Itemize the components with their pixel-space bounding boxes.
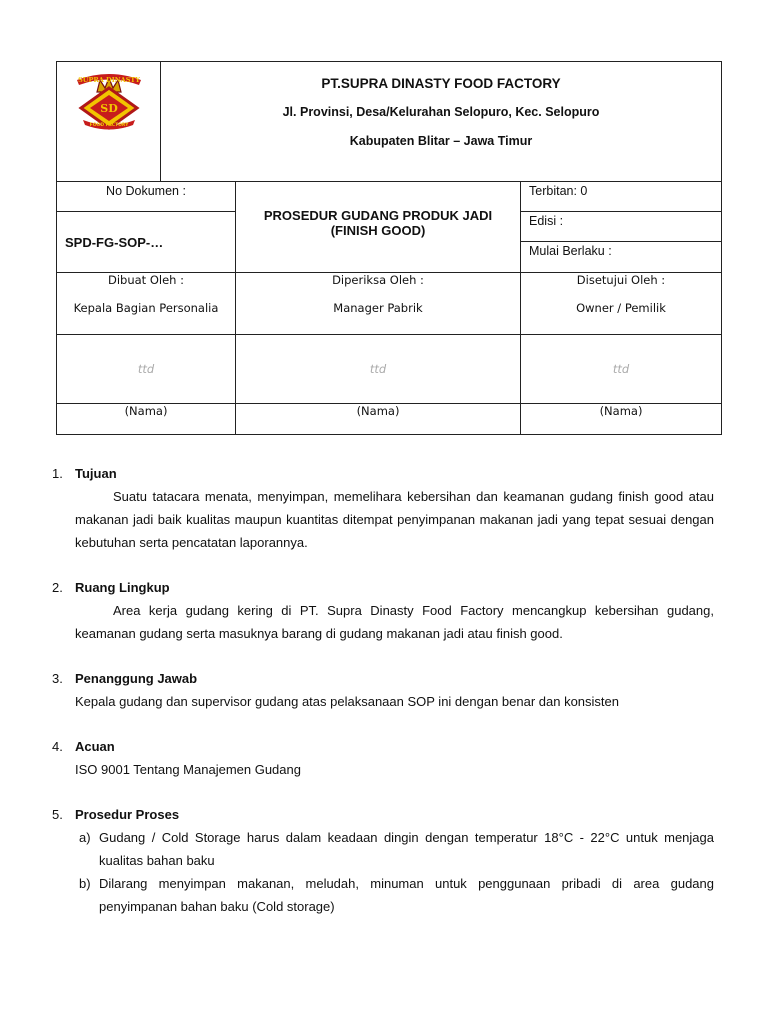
- doc-title-line1: PROSEDUR GUDANG PRODUK JADI: [263, 208, 493, 223]
- section-acuan: [52, 735, 714, 781]
- list-item-label: b): [79, 876, 91, 891]
- section-title: Acuan: [75, 739, 115, 754]
- section-prosedur-proses: [52, 803, 714, 918]
- signature-checked-by-cell: [236, 273, 521, 335]
- doc-title-line2: (FINISH GOOD): [330, 223, 426, 238]
- svg-text:SD: SD: [100, 102, 118, 115]
- signature-position: Owner / Pemilik: [576, 301, 666, 315]
- document-body: [52, 462, 714, 940]
- section-number: 4.: [52, 739, 63, 754]
- document-header-table: [56, 61, 722, 435]
- signature-name: (Nama): [521, 404, 722, 435]
- terbitan-cell: Terbitan: 0: [521, 182, 722, 212]
- company-name: PT.SUPRA DINASTY FOOD FACTORY: [321, 76, 561, 91]
- signature-ttd-placeholder: ttd: [521, 335, 722, 404]
- section-title: Tujuan: [75, 466, 117, 481]
- signature-position: Manager Pabrik: [333, 301, 423, 315]
- company-address-line1: Jl. Provinsi, Desa/Kelurahan Selopuro, Kec. Selopuro: [282, 105, 600, 119]
- list-item-text: Gudang / Cold Storage harus dalam keadaan dingin dengan temperatur 18°C - 22°C untuk menjaga kualitas bahan baku: [99, 830, 714, 868]
- company-address-line2: Kabupaten Blitar – Jawa Timur: [349, 134, 533, 148]
- signature-made-by-cell: [57, 273, 236, 335]
- company-info-cell: [161, 62, 722, 182]
- section-text: Kepala gudang dan supervisor gudang atas pelaksanaan SOP ini dengan benar dan konsisten: [75, 694, 620, 709]
- section-title: Penanggung Jawab: [75, 671, 198, 686]
- section-number: 2.: [52, 580, 63, 595]
- section-text: Suatu tatacara menata, menyimpan, memelihara kebersihan dan keamanan gudang finish good atau makanan jadi baik kualitas maupun kuantitas ditempat penyimpanan makanan jadi yang tepat sesuai dengan kebutuhan serta pencatatan laporannya.: [75, 489, 714, 550]
- section-title: Prosedur Proses: [75, 807, 180, 822]
- doc-number-label: No Dokumen :: [57, 182, 236, 212]
- signature-ttd-placeholder: ttd: [57, 335, 236, 404]
- list-item: [79, 872, 714, 918]
- signature-role: Dibuat Oleh :: [108, 273, 184, 287]
- section-title: Ruang Lingkup: [75, 580, 170, 595]
- section-number: 5.: [52, 807, 63, 822]
- section-ruang-lingkup: [52, 576, 714, 645]
- signature-position: Kepala Bagian Personalia: [73, 301, 219, 315]
- doc-title-cell: [236, 182, 521, 273]
- list-item-text: Dilarang menyimpan makanan, meludah, minuman untuk penggunaan pribadi di area gudang penyimpanan bahan baku (Cold storage): [99, 876, 714, 914]
- section-text: Area kerja gudang kering di PT. Supra Dinasty Food Factory mencangkup kebersihan gudang, keamanan gudang serta masuknya barang di gudang makanan jadi atau finish good.: [75, 603, 714, 641]
- company-logo: [73, 70, 145, 132]
- section-number: 3.: [52, 671, 63, 686]
- edisi-cell: Edisi :: [521, 212, 722, 242]
- signature-role: Diperiksa Oleh :: [332, 273, 424, 287]
- company-logo-cell: [57, 62, 161, 182]
- list-item-label: a): [79, 830, 91, 845]
- section-penanggung-jawab: [52, 667, 714, 713]
- signature-ttd-placeholder: ttd: [236, 335, 521, 404]
- section-number: 1.: [52, 466, 63, 481]
- signature-name: (Nama): [57, 404, 236, 435]
- mulai-berlaku-cell: Mulai Berlaku :: [521, 242, 722, 273]
- doc-number-value: SPD-FG-SOP-…: [57, 212, 236, 273]
- signature-approved-by-cell: [521, 273, 722, 335]
- svg-text:FOOD FACTORY: FOOD FACTORY: [89, 123, 129, 128]
- signature-name: (Nama): [236, 404, 521, 435]
- list-item: [79, 826, 714, 872]
- section-tujuan: [52, 462, 714, 554]
- signature-role: Disetujui Oleh :: [576, 273, 666, 287]
- section-text: ISO 9001 Tentang Manajemen Gudang: [75, 762, 301, 777]
- svg-text:SUPRA DINASTY: SUPRA DINASTY: [78, 76, 140, 84]
